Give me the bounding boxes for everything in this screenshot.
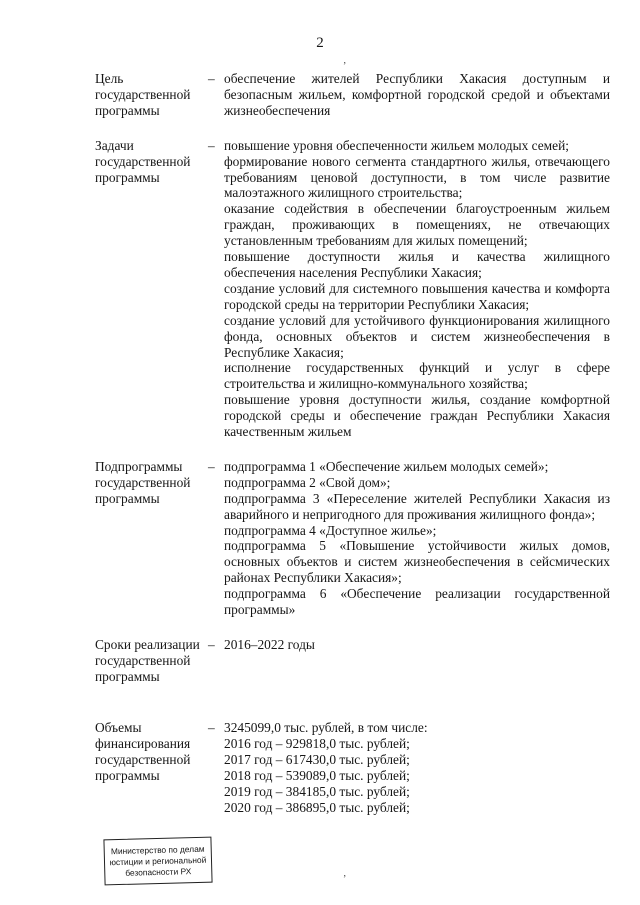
content-line: подпрограмма 2 «Свой дом»; [224,474,391,490]
content-line: подпрограмма 5 «Повышение устойчивости жилых домов, основных объектов и систем жизнеобеспечения в сейсмических районах Республики Хакасия»; [224,538,610,586]
section-content [224,138,610,440]
content-line: подпрограмма 4 «Доступное жилье»; [224,522,437,538]
passport-table [95,71,610,834]
content-line: повышение доступности жилья и качества жилищного обеспечения населения Республики Хакасия; [224,249,610,280]
content-line: подпрограмма 6 «Обеспечение реализации государственной программы» [224,586,610,618]
ministry-stamp [103,837,212,886]
content-line: исполнение государственных функций и услуг в сфере строительства и жилищно-коммунального хозяйства; [224,360,610,392]
section-content [224,71,610,119]
section-terms [95,637,610,701]
content-line: обеспечение жителей Республики Хакасия доступным и безопасным жильем, комфортной городской средой и объектами жизнеобеспечения [224,71,610,118]
section-tasks [95,138,610,440]
stamp-line: безопасности РХ [125,865,192,878]
content-line: 3245099,0 тыс. рублей, в том числе: [224,720,428,735]
content-line: 2016–2022 годы [224,637,315,652]
content-line: подпрограмма 1 «Обеспечение жильем молодых семей»; [224,458,549,474]
content-line: создание условий для системного повышения качества и комфорта городской среды на территории Республики Хакасия; [224,280,610,312]
content-line: формирование нового сегмента стандартного жилья, отвечающего требованиям ценовой доступности, в том числе развитие малоэтажного жилищного строительства; [224,153,610,201]
scan-mark: ‚ [343,55,347,66]
content-line: 2020 год – 386895,0 тыс. рублей; [224,799,410,815]
content-line: 2017 год – 617430,0 тыс. рублей; [224,751,410,767]
section-label: Объемы финансирования государственной программы [95,720,191,783]
content-line: 2016 год – 929818,0 тыс. рублей; [224,735,410,751]
dash: – [208,71,215,86]
section-content [224,637,610,653]
section-label: Цель государственной программы [95,71,191,118]
dash: – [208,720,215,735]
content-line: повышение уровня доступности жилья, создание комфортной городской среды и обеспечение граждан Республики Хакасия качественным жильем [224,392,610,440]
content-line: 2018 год – 539089,0 тыс. рублей; [224,767,410,783]
section-label: Сроки реализации государственной программы [95,637,200,684]
scan-mark: ‚ [343,868,347,879]
page-number: 2 [316,35,324,51]
content-line: подпрограмма 3 «Переселение жителей Республики Хакасия из аварийного и непригодного для проживания жилищного фонда»; [224,490,610,522]
content-line: 2019 год – 384185,0 тыс. рублей; [224,783,410,799]
section-label: Задачи государственной программы [95,137,191,185]
stamp-line: Министерство по делам [110,843,205,856]
content-line: оказание содействия в обеспечении благоустроенным жильем граждан, проживающих в помещениях, не отвечающих установленным требованиям для жилых помещений; [224,201,610,249]
stamp-line: юстиции и региональной [109,854,207,867]
content-line: создание условий для устойчивого функционирования жилищного фонда, основных объектов и систем жизнеобеспечения в Республике Хакасия; [224,312,610,360]
section-content [224,459,610,618]
dash: – [208,458,215,474]
section-subprograms [95,459,610,618]
section-funding [95,720,610,815]
dash: – [208,637,215,652]
section-content [224,720,610,815]
dash: – [208,137,215,153]
section-label: Подпрограммы государственной программы [95,458,191,506]
section-goal [95,71,610,119]
content-line: повышение уровня обеспеченности жильем молодых семей; [224,137,569,153]
